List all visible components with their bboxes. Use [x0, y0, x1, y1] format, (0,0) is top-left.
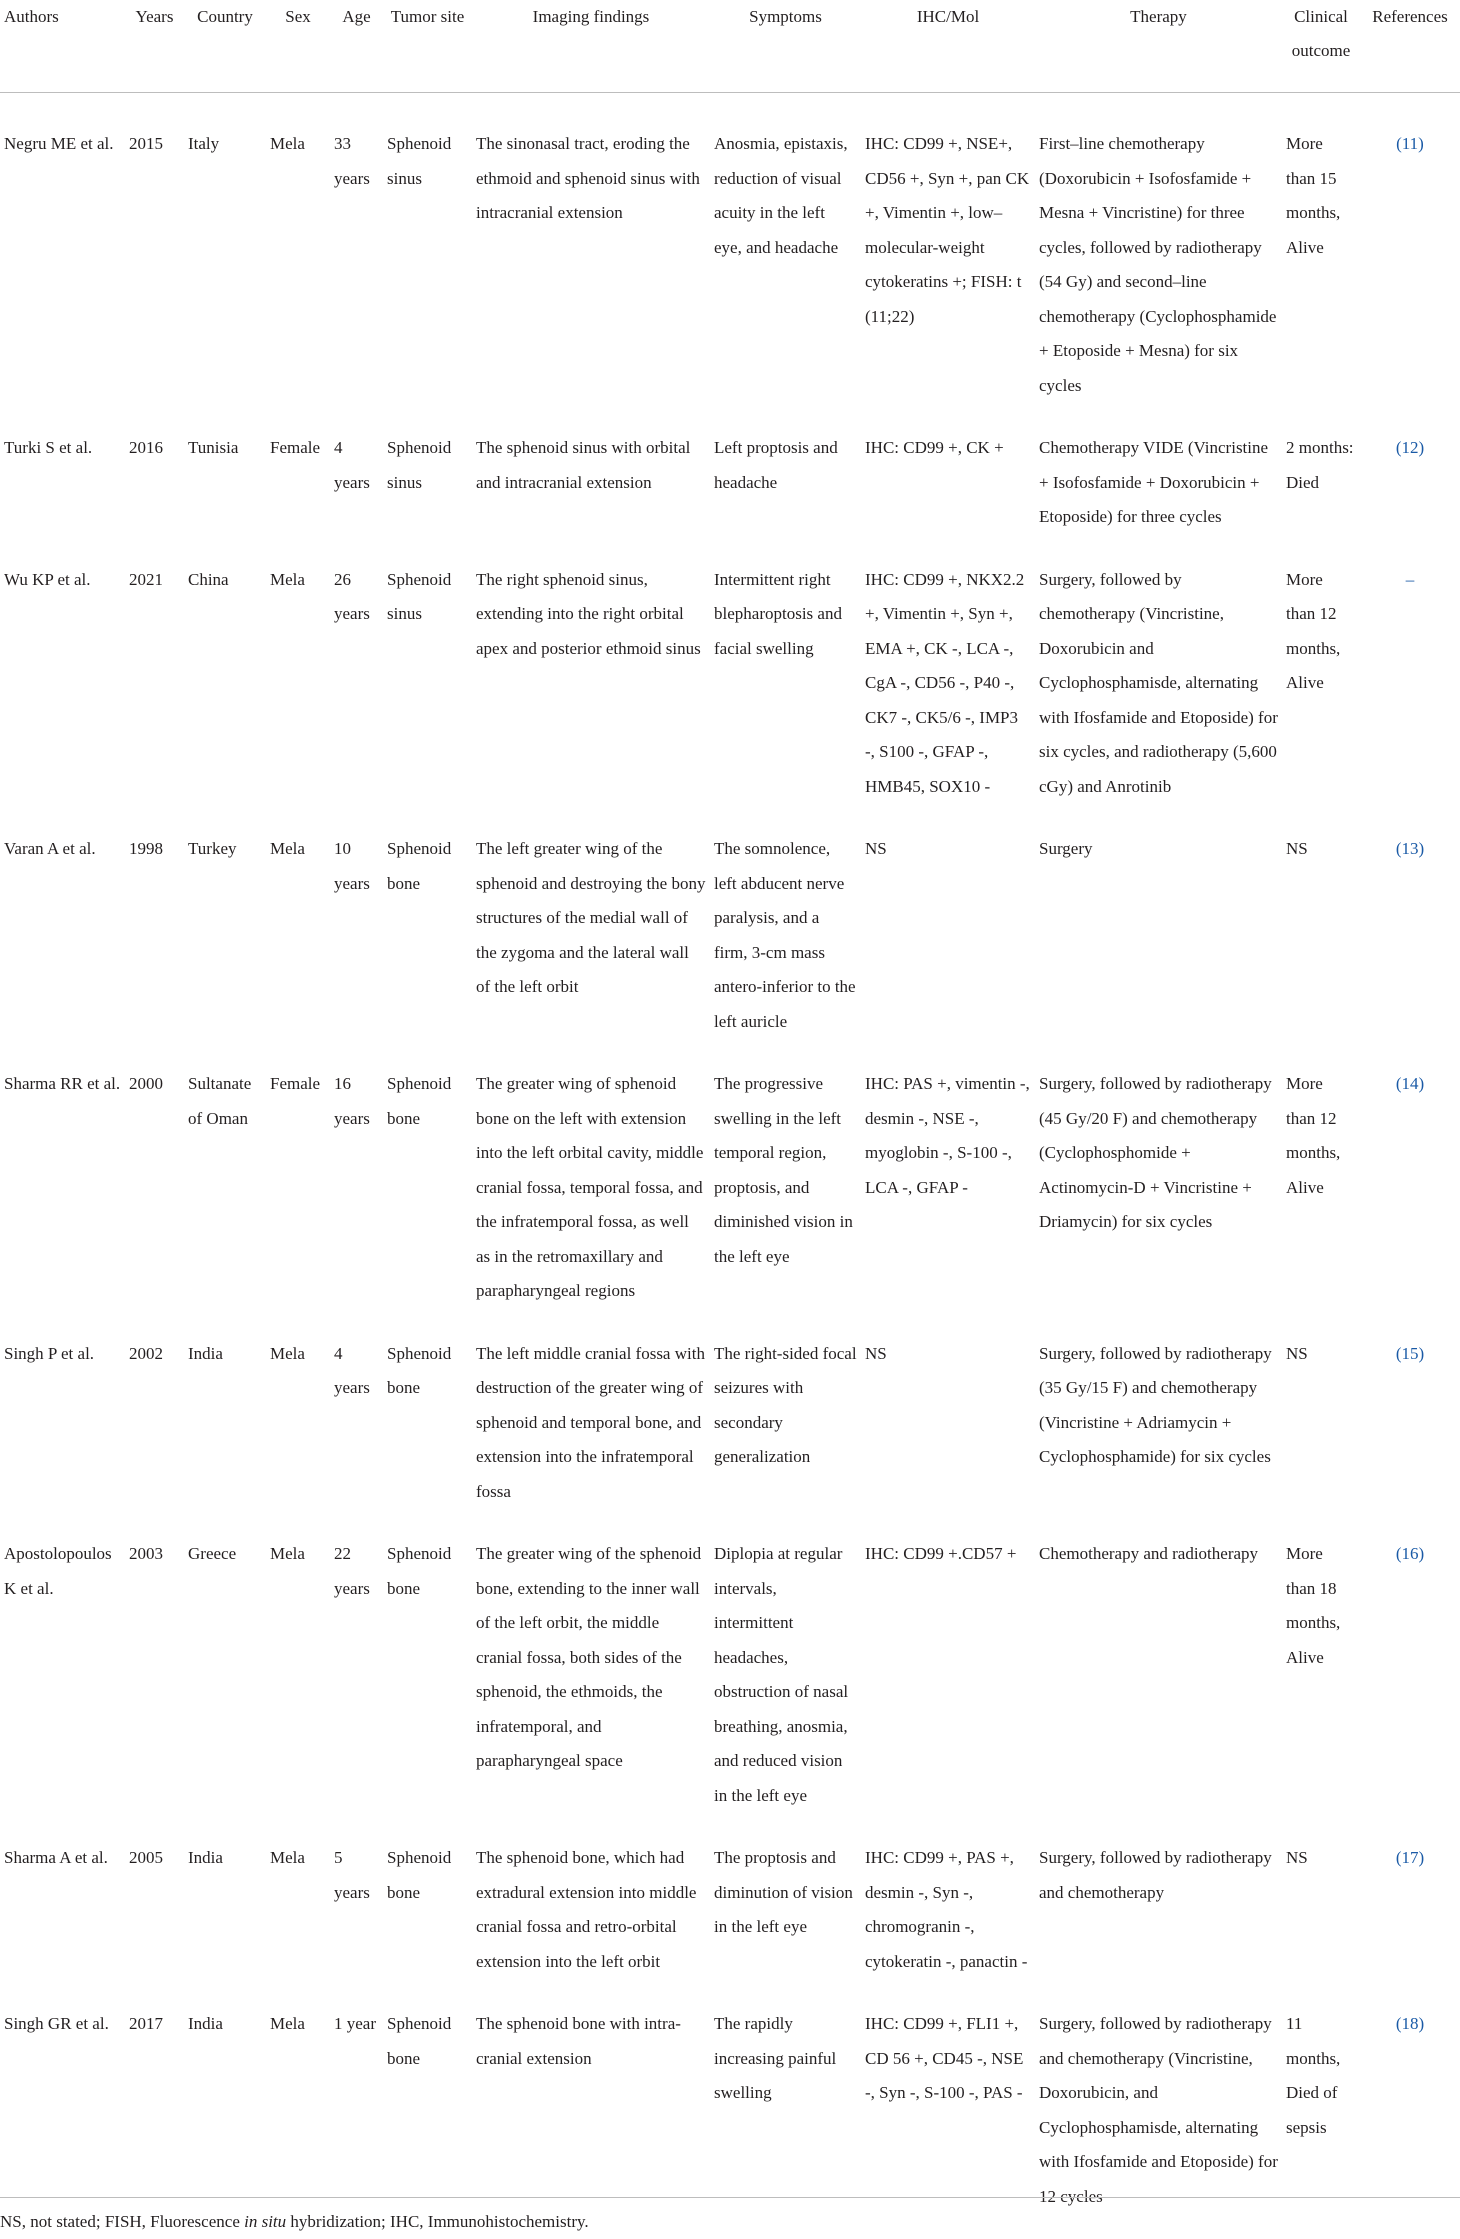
cell-site: Sphenoid bone: [387, 1343, 452, 1397]
cell-ihc: IHC: PAS +, vimentin -, desmin -, NSE -, myoglobin -, S-100 -, LCA -, GFAP -: [865, 1074, 1030, 1197]
cell-therapy: Surgery, followed by radiotherapy (35 Gy/15 F) and chemotherapy (Vincristine + Adriamycin + Cyclophosphamide) for six cycles: [1039, 1343, 1272, 1466]
cell-sex: Mela: [270, 2014, 305, 2033]
footnote-text-part1: NS, not stated; FISH, Fluorescence: [0, 2212, 245, 2231]
cell-symptoms: The proptosis and diminution of vision in the left eye: [714, 1848, 853, 1936]
cell-symptoms: Intermittent right blepharoptosis and facial swelling: [714, 569, 842, 658]
table-row: [0, 1311, 1460, 1512]
cell-ihc: IHC: CD99 +, PAS +, desmin -, Syn -, chromogranin -, cytokeratin -, panactin -: [865, 1848, 1028, 1971]
cell-age: 16 years: [334, 1074, 370, 1128]
cell-country: Greece: [188, 1544, 237, 1563]
reference-link[interactable]: (18): [1395, 2014, 1425, 2033]
cell-imaging: The left greater wing of the sphenoid and destroying the bony structures of the medial wall of the zygoma and the lateral wall of the left orbit: [476, 839, 706, 996]
cell-sex: Mela: [270, 1544, 305, 1563]
cell-ihc: IHC: CD99 +.CD57 +: [865, 1544, 1017, 1563]
cell-site: Sphenoid bone: [387, 1544, 452, 1598]
table-row: [0, 93, 1460, 406]
cell-ihc: IHC: CD99 +, NKX2.2 +, Vimentin +, Syn +, EMA +, CK -, LCA -, CgA -, CD56 -, P40 -, CK7 -, CK5/6 -, IMP3 -, S100 -, GFAP -, HMB45, SOX10 -: [865, 569, 1025, 796]
cell-therapy: Chemotherapy VIDE (Vincristine + Isofosfamide + Doxorubicin + Etoposide) for three cycles: [1039, 438, 1269, 526]
cell-site: Sphenoid sinus: [387, 438, 452, 492]
header-references: References: [1360, 0, 1460, 93]
cell-imaging: The right sphenoid sinus, extending into the right orbital apex and posterior ethmoid sinus: [476, 569, 701, 658]
cell-sex: Mela: [270, 1848, 305, 1867]
cell-outcome: NS: [1286, 1848, 1308, 1867]
cell-country: India: [188, 1343, 223, 1363]
cell-sex: Female: [270, 1074, 321, 1093]
cell-outcome: More than 12 months, Alive: [1286, 569, 1341, 692]
cell-imaging: The greater wing of the sphenoid bone, extending to the inner wall of the left orbit, the middle cranial fossa, both sides of the sphenoid, the ethmoids, the infratemporal, and parapharyngeal space: [476, 1544, 702, 1770]
cell-authors: Turki S et al.: [4, 438, 93, 457]
table-row: [0, 1981, 1460, 2216]
cell-country: Turkey: [188, 839, 237, 858]
cell-symptoms: The right-sided focal seizures with secondary generalization: [714, 1343, 857, 1466]
table-header-row: [0, 0, 1460, 93]
cell-site: Sphenoid bone: [387, 839, 452, 893]
cell-year: 2000: [129, 1074, 163, 1093]
cell-sex: Mela: [270, 1343, 305, 1363]
reference-link[interactable]: (11): [1396, 134, 1424, 153]
cell-authors: Apostolopoulos K et al.: [4, 1544, 112, 1598]
cell-therapy: Surgery, followed by radiotherapy (45 Gy/20 F) and chemotherapy (Cyclophosphomide + Actinomycin-D + Vincristine + Driamycin) for six cycles: [1039, 1074, 1272, 1231]
reference-link[interactable]: (13): [1395, 839, 1425, 858]
cell-sex: Mela: [270, 569, 305, 589]
table-row: [0, 1511, 1460, 1815]
reference-link[interactable]: (16): [1395, 1544, 1425, 1563]
table-row: [0, 537, 1460, 807]
cell-site: Sphenoid bone: [387, 1848, 452, 1902]
reference-link[interactable]: (17): [1395, 1848, 1425, 1867]
cell-therapy: Surgery, followed by chemotherapy (Vincristine, Doxorubicin and Cyclophosphamisde, alternating with Ifosfamide and Etoposide) for six cycles, and radiotherapy (5,600 cGy) and Anrotinib: [1039, 569, 1278, 796]
cell-imaging: The sphenoid bone, which had extradural extension into middle cranial fossa and retro-orbital extension into the left orbit: [476, 1848, 697, 1971]
cell-age: 4 years: [334, 438, 370, 492]
cell-symptoms: The progressive swelling in the left temporal region, proptosis, and diminished vision in the left eye: [714, 1074, 853, 1266]
header-country: Country: [184, 0, 266, 93]
footnote-text-italic: in situ: [244, 2212, 287, 2231]
footnote-divider: [0, 2197, 1460, 2198]
cell-age: 10 years: [334, 839, 370, 893]
cell-imaging: The greater wing of sphenoid bone on the left with extension into the left orbital cavity, middle cranial fossa, temporal fossa, and the infratemporal fossa, as well as in the retromaxillary and parapharyngeal regions: [476, 1074, 704, 1300]
cell-authors: Negru ME et al.: [4, 134, 114, 153]
cell-ihc: IHC: CD99 +, NSE+, CD56 +, Syn +, pan CK +, Vimentin +, low–molecular-weight cytokeratins +; FISH: t (11;22): [865, 134, 1030, 326]
cell-sex: Mela: [270, 839, 305, 858]
cell-site: Sphenoid sinus: [387, 134, 452, 188]
cell-symptoms: The rapidly increasing painful swelling: [714, 2014, 837, 2102]
cell-sex: Mela: [270, 134, 305, 153]
cell-year: 2017: [129, 2014, 163, 2033]
cell-symptoms: Diplopia at regular intervals, intermittent headaches, obstruction of nasal breathing, anosmia, and reduced vision in the left eye: [714, 1544, 849, 1805]
cell-year: 2005: [129, 1848, 163, 1867]
cell-country: Italy: [188, 134, 220, 153]
cell-ihc: IHC: CD99 +, CK +: [865, 438, 1004, 457]
cell-authors: Singh P et al.: [4, 1343, 95, 1363]
cell-site: Sphenoid bone: [387, 1074, 452, 1128]
cell-site: Sphenoid bone: [387, 2014, 452, 2068]
cell-outcome: 11 months, Died of sepsis: [1286, 2014, 1341, 2137]
cell-country: China: [188, 569, 229, 589]
table-row: [0, 1041, 1460, 1311]
reference-link[interactable]: (14): [1395, 1074, 1425, 1093]
cell-age: 22 years: [334, 1544, 370, 1598]
cell-site: Sphenoid sinus: [387, 569, 452, 623]
cell-authors: Sharma RR et al.: [4, 1074, 121, 1093]
header-sex: Sex: [266, 0, 330, 93]
header-years: Years: [125, 0, 184, 93]
cell-year: 2003: [129, 1544, 163, 1563]
cell-year: 2016: [129, 438, 163, 457]
cell-outcome: More than 15 months, Alive: [1286, 134, 1341, 257]
header-symptoms: Symptoms: [710, 0, 861, 93]
cell-imaging: The sinonasal tract, eroding the ethmoid and sphenoid sinus with intracranial extension: [476, 134, 700, 222]
header-therapy: Therapy: [1035, 0, 1282, 93]
cell-therapy: First–line chemotherapy (Doxorubicin + Isofosfamide + Mesna + Vincristine) for three cycles, followed by radiotherapy (54 Gy) and second–line chemotherapy (Cyclophosphamide + Etoposide + Mesna) for six cycles: [1039, 134, 1277, 395]
cell-symptoms: Left proptosis and headache: [714, 438, 838, 492]
table-row: [0, 806, 1460, 1041]
cell-authors: Wu KP et al.: [4, 569, 91, 589]
reference-link[interactable]: (15): [1395, 1343, 1425, 1363]
header-ihc-mol: IHC/Mol: [861, 0, 1035, 93]
cell-country: India: [188, 2014, 223, 2033]
cell-age: 5 years: [334, 1848, 370, 1902]
cell-year: 2021: [129, 569, 163, 589]
header-clinical-outcome: Clinical outcome: [1282, 0, 1360, 93]
cell-symptoms: Anosmia, epistaxis, reduction of visual acuity in the left eye, and headache: [714, 134, 848, 257]
footnote-text-part2: hybridization; IHC, Immunohistochemistry.: [286, 2212, 589, 2231]
table-row: [0, 405, 1460, 537]
cell-sex: Female: [270, 438, 321, 457]
table-footnote: [0, 2205, 1460, 2235]
reference-cell: –: [1405, 569, 1415, 589]
cell-age: 26 years: [334, 569, 370, 623]
cell-ihc: NS: [865, 1343, 887, 1363]
cell-year: 2002: [129, 1343, 163, 1363]
header-authors: Authors: [0, 0, 125, 93]
cell-country: Sultanate of Oman: [188, 1074, 252, 1128]
cell-country: India: [188, 1848, 223, 1867]
cell-age: 1 year: [334, 2014, 377, 2033]
cell-year: 2015: [129, 134, 163, 153]
cell-ihc: IHC: CD99 +, FLI1 +, CD 56 +, CD45 -, NSE -, Syn -, S-100 -, PAS -: [865, 2014, 1024, 2102]
cell-outcome: NS: [1286, 839, 1308, 858]
cell-therapy: Chemotherapy and radiotherapy: [1039, 1544, 1259, 1563]
cell-authors: Sharma A et al.: [4, 1848, 108, 1867]
cell-imaging: The left middle cranial fossa with destruction of the greater wing of sphenoid and temporal bone, and extension into the infratemporal fossa: [476, 1343, 705, 1501]
cell-therapy: Surgery, followed by radiotherapy and chemotherapy: [1039, 1848, 1272, 1902]
header-tumor-site: Tumor site: [383, 0, 472, 93]
cell-outcome: NS: [1286, 1343, 1308, 1363]
table-row: [0, 1815, 1460, 1981]
cell-country: Tunisia: [188, 438, 239, 457]
cell-imaging: The sphenoid bone with intra-cranial extension: [476, 2014, 681, 2068]
cell-outcome: More than 18 months, Alive: [1286, 1544, 1341, 1667]
cell-age: 4 years: [334, 1343, 370, 1397]
cell-age: 33 years: [334, 134, 370, 188]
header-imaging-findings: Imaging findings: [472, 0, 710, 93]
reference-link[interactable]: (12): [1395, 438, 1425, 457]
header-age: Age: [330, 0, 383, 93]
cell-ihc: NS: [865, 839, 887, 858]
cell-imaging: The sphenoid sinus with orbital and intracranial extension: [476, 438, 691, 492]
cell-authors: Varan A et al.: [4, 839, 96, 858]
cell-symptoms: The somnolence, left abducent nerve paralysis, and a firm, 3-cm mass antero-inferior to the left auricle: [714, 839, 856, 1031]
cell-therapy: Surgery: [1039, 839, 1093, 858]
cell-year: 1998: [129, 839, 163, 858]
cell-outcome: 2 months: Died: [1286, 438, 1354, 492]
cell-therapy: Surgery, followed by radiotherapy and chemotherapy (Vincristine, Doxorubicin, and Cyclophosphamisde, alternating with Ifosfamide and Etoposide) for 12 cycles: [1039, 2014, 1278, 2206]
cell-authors: Singh GR et al.: [4, 2014, 109, 2033]
cell-outcome: More than 12 months, Alive: [1286, 1074, 1341, 1197]
